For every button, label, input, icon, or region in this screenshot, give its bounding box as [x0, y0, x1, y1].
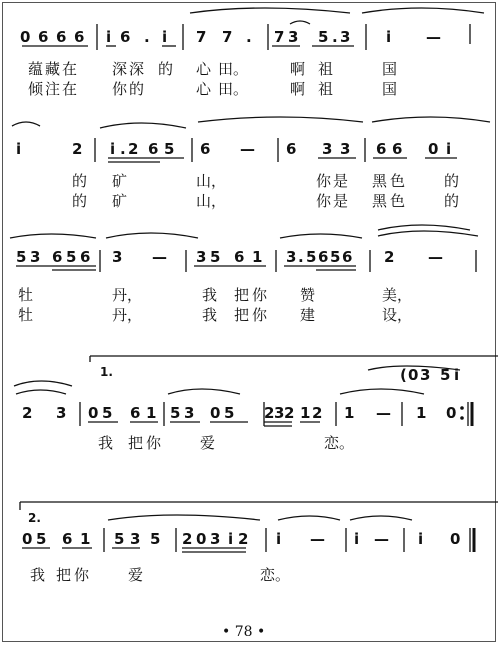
svg-text:0: 0 — [408, 366, 419, 384]
svg-text:6: 6 — [234, 248, 245, 266]
svg-text:6: 6 — [62, 530, 73, 548]
svg-text:你: 你 — [74, 566, 90, 584]
svg-text:i: i — [418, 530, 424, 548]
svg-text:把: 把 — [234, 306, 250, 324]
svg-text:—: — — [240, 140, 255, 158]
svg-text:你: 你 — [252, 306, 268, 324]
svg-text:3: 3 — [30, 248, 41, 266]
svg-text:爱: 爱 — [128, 566, 144, 584]
svg-text:我: 我 — [202, 306, 218, 324]
svg-text:6: 6 — [318, 248, 329, 266]
svg-text:3: 3 — [184, 404, 195, 422]
svg-text:的: 的 — [444, 172, 460, 190]
svg-text:的: 的 — [72, 192, 88, 210]
svg-text:5: 5 — [16, 248, 27, 266]
svg-text:把: 把 — [234, 286, 250, 304]
svg-text:5: 5 — [114, 530, 125, 548]
svg-text:6: 6 — [392, 140, 403, 158]
svg-text:的: 的 — [444, 192, 460, 210]
svg-text:色: 色 — [390, 192, 406, 210]
svg-text:.: . — [120, 140, 126, 158]
svg-text:(: ( — [400, 366, 407, 384]
svg-text:祖: 祖 — [318, 80, 334, 98]
svg-text:5: 5 — [170, 404, 181, 422]
svg-text:黑: 黑 — [372, 192, 388, 210]
svg-text:是: 是 — [333, 172, 349, 190]
svg-text:3: 3 — [288, 28, 299, 46]
svg-text:.: . — [298, 248, 304, 266]
svg-text:2: 2 — [384, 248, 395, 266]
svg-text:0: 0 — [20, 28, 31, 46]
svg-text:7: 7 — [196, 28, 207, 46]
svg-text:6: 6 — [56, 28, 67, 46]
svg-text:0: 0 — [196, 530, 207, 548]
svg-text:5: 5 — [224, 404, 235, 422]
svg-text:黑: 黑 — [372, 172, 388, 190]
svg-text:你: 你 — [146, 434, 162, 452]
svg-text:0: 0 — [446, 404, 457, 422]
svg-text:建: 建 — [300, 306, 316, 324]
svg-text:6: 6 — [130, 404, 141, 422]
svg-text:5: 5 — [164, 140, 175, 158]
svg-text:心: 心 — [196, 60, 212, 78]
svg-text:—: — — [152, 248, 167, 266]
svg-text:1: 1 — [416, 404, 427, 422]
svg-text:3: 3 — [196, 248, 207, 266]
svg-text:你: 你 — [316, 192, 332, 210]
svg-text:—: — — [428, 248, 443, 266]
svg-text:1: 1 — [146, 404, 157, 422]
svg-text:国: 国 — [382, 80, 398, 98]
svg-text:3: 3 — [112, 248, 123, 266]
svg-text:5: 5 — [210, 248, 221, 266]
svg-text:5: 5 — [306, 248, 317, 266]
svg-text:—: — — [310, 530, 325, 548]
svg-text:3: 3 — [340, 140, 351, 158]
svg-text:3: 3 — [274, 404, 285, 422]
svg-text:6: 6 — [200, 140, 211, 158]
svg-text:你: 你 — [252, 286, 268, 304]
svg-text:3: 3 — [56, 404, 67, 422]
svg-text:山，: 山， — [196, 192, 227, 210]
svg-text:我: 我 — [30, 566, 46, 584]
svg-text:我: 我 — [98, 434, 114, 452]
svg-text:0: 0 — [428, 140, 439, 158]
svg-text:.: . — [332, 28, 338, 46]
svg-text:倾: 倾 — [28, 80, 44, 98]
svg-text:—: — — [426, 28, 441, 46]
svg-text:赞: 赞 — [300, 286, 316, 304]
svg-text:6: 6 — [74, 28, 85, 46]
svg-text:设，: 设， — [382, 306, 413, 324]
svg-text:祖: 祖 — [318, 60, 334, 78]
svg-text:矿: 矿 — [112, 172, 128, 190]
page-number: • 78 • — [222, 624, 266, 640]
svg-text:是: 是 — [333, 192, 349, 210]
svg-text:心: 心 — [196, 80, 212, 98]
system-3 — [16, 248, 443, 324]
svg-text:你: 你 — [112, 80, 128, 98]
svg-text:6: 6 — [376, 140, 387, 158]
svg-text:6: 6 — [38, 28, 49, 46]
svg-text:2: 2 — [128, 140, 139, 158]
svg-text:—: — — [376, 404, 391, 422]
svg-text:i: i — [276, 530, 282, 548]
svg-text:啊: 啊 — [290, 60, 306, 78]
svg-text:1: 1 — [80, 530, 91, 548]
svg-text:i: i — [162, 28, 168, 46]
svg-text:6: 6 — [342, 248, 353, 266]
svg-text:3: 3 — [322, 140, 333, 158]
svg-text:美，: 美， — [382, 286, 413, 304]
svg-text:深: 深 — [112, 60, 128, 78]
svg-text:0: 0 — [88, 404, 99, 422]
svg-text:i: i — [446, 140, 452, 158]
svg-text:i: i — [354, 530, 360, 548]
svg-text:3: 3 — [286, 248, 297, 266]
svg-text:山，: 山， — [196, 172, 227, 190]
svg-text:7: 7 — [222, 28, 233, 46]
svg-text:i: i — [228, 530, 234, 548]
svg-text:在: 在 — [62, 80, 78, 98]
svg-text:3: 3 — [340, 28, 351, 46]
svg-text:2: 2 — [22, 404, 33, 422]
svg-text:6: 6 — [120, 28, 131, 46]
svg-text:恋。: 恋。 — [260, 566, 291, 584]
svg-text:i: i — [110, 140, 116, 158]
system-1 — [20, 28, 441, 98]
svg-text:0: 0 — [210, 404, 221, 422]
svg-text:深: 深 — [129, 60, 145, 78]
svg-text:6: 6 — [52, 248, 63, 266]
svg-text:丹，: 丹， — [112, 306, 143, 324]
svg-text:.: . — [246, 28, 252, 46]
svg-text:i: i — [454, 366, 460, 384]
svg-text:1: 1 — [252, 248, 263, 266]
svg-text:5: 5 — [318, 28, 329, 46]
svg-text:2: 2 — [72, 140, 83, 158]
svg-text:6: 6 — [80, 248, 91, 266]
svg-text:i: i — [106, 28, 112, 46]
svg-text:3: 3 — [210, 530, 221, 548]
svg-text:2: 2 — [182, 530, 193, 548]
svg-text:爱: 爱 — [200, 434, 216, 452]
svg-text:5: 5 — [66, 248, 77, 266]
svg-text:6: 6 — [148, 140, 159, 158]
svg-text:5: 5 — [330, 248, 341, 266]
svg-text:.: . — [144, 28, 150, 46]
svg-text:在: 在 — [62, 60, 78, 78]
svg-text:2: 2 — [264, 404, 275, 422]
system-2 — [16, 140, 459, 210]
svg-text:丹，: 丹， — [112, 286, 143, 304]
svg-text:把: 把 — [128, 434, 144, 452]
svg-text:2: 2 — [284, 404, 295, 422]
svg-text:i: i — [16, 140, 22, 158]
svg-text:田。: 田。 — [218, 60, 249, 78]
svg-text:2: 2 — [238, 530, 249, 548]
svg-text:的: 的 — [158, 60, 174, 78]
svg-text:3: 3 — [420, 366, 431, 384]
svg-text:7: 7 — [274, 28, 285, 46]
svg-text:国: 国 — [382, 60, 398, 78]
svg-text:的: 的 — [72, 172, 88, 190]
svg-text:你: 你 — [316, 172, 332, 190]
svg-text:—: — — [374, 530, 389, 548]
svg-text:5: 5 — [440, 366, 451, 384]
svg-text:3: 3 — [130, 530, 141, 548]
svg-text:牡: 牡 — [18, 286, 34, 304]
svg-text:啊: 啊 — [290, 80, 306, 98]
svg-text:色: 色 — [390, 172, 406, 190]
svg-text:5: 5 — [150, 530, 161, 548]
svg-text:1: 1 — [344, 404, 355, 422]
svg-text:蕴: 蕴 — [28, 60, 44, 78]
svg-text:i: i — [386, 28, 392, 46]
svg-text:恋。: 恋。 — [324, 434, 355, 452]
svg-text:藏: 藏 — [45, 60, 61, 78]
second-ending-label: 2. — [28, 511, 41, 525]
svg-text:2: 2 — [312, 404, 323, 422]
system-5 — [22, 511, 460, 584]
svg-text:我: 我 — [202, 286, 218, 304]
svg-text:6: 6 — [286, 140, 297, 158]
svg-text:田。: 田。 — [218, 80, 249, 98]
svg-text:0: 0 — [22, 530, 33, 548]
svg-text:的: 的 — [129, 80, 145, 98]
svg-text:5: 5 — [36, 530, 47, 548]
svg-text:注: 注 — [45, 80, 61, 98]
svg-text:0: 0 — [450, 530, 461, 548]
svg-text:牡: 牡 — [18, 306, 34, 324]
system-4 — [22, 365, 464, 452]
svg-text:1: 1 — [300, 404, 311, 422]
svg-text:5: 5 — [102, 404, 113, 422]
svg-text:把: 把 — [56, 566, 72, 584]
first-ending-label: 1. — [100, 365, 113, 379]
svg-text:矿: 矿 — [112, 192, 128, 210]
